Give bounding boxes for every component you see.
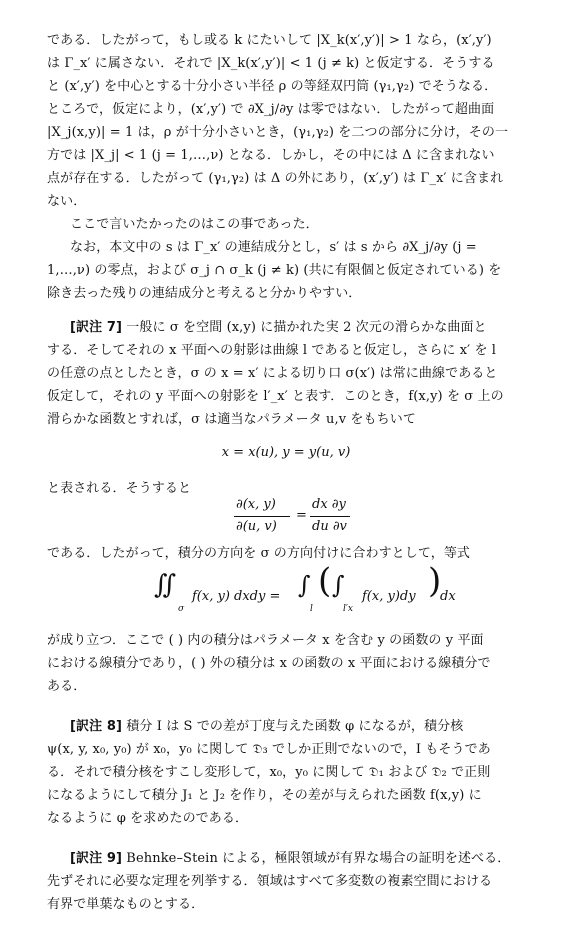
text-line: [70, 716, 560, 738]
jacobian-lhs-denominator: ∂(u, v): [236, 519, 277, 534]
text-line: における線積分であり，( ) 外の積分は x の函数の x 平面における線積分で: [47, 656, 491, 671]
integral-tail: dx: [440, 589, 456, 604]
text-line: が成り立つ．ここで ( ) 内の積分はパラメータ x を含む y の函数の y 平面: [47, 633, 484, 648]
integral-subscript: σ: [178, 604, 185, 614]
text-line: 1,…,ν) の零点，および σ_j ∩ σ_k (j ≠ k) (共に有限個と仮定されている) を: [47, 263, 502, 278]
fraction-bar: [310, 516, 350, 517]
text-line: は Γ_x′ に属さない．それで |X_k(x′,y′)| < 1 (j ≠ k) と仮定する．そうする: [47, 56, 495, 71]
fraction-bar: [234, 516, 290, 517]
text-line: 先ずそれに必要な定理を列挙する．領域はすべて多変数の複素空間における: [47, 874, 493, 889]
note-tag: [訳注 8]: [70, 719, 123, 734]
text-line: 滑らかな函数とすれば，σ は適当なパラメータ u,v をもちいて: [47, 412, 416, 427]
equation-jacobian: [200, 496, 372, 544]
integral-subscript: l′x: [343, 604, 353, 614]
text-line: なるように φ を求めたのである．: [47, 811, 249, 826]
text-line: なお，本文中の s は Γ_x′ の連結成分とし，s′ は s から ∂X_j/∂y (j =: [70, 240, 477, 255]
jacobian-rhs-denominator: du ∂v: [312, 519, 347, 534]
text-line: ある．: [47, 679, 87, 694]
note-tag: [訳注 7]: [70, 320, 123, 335]
integral-sign: ∫: [298, 571, 311, 599]
integral-lhs-body: f(x, y) dxdy =: [192, 589, 281, 604]
text-line: する．そしてそれの x 平面への射影は曲線 l であると仮定し，さらに x′ を l: [47, 343, 497, 358]
text-line: 方では |X_j| < 1 (j = 1,…,ν) となる．しかし，その中には Δ に含まれない: [47, 148, 495, 163]
equals-sign: =: [296, 508, 307, 523]
text-line: |X_j(x,y)| = 1 は，ρ が十分小さいとき，(γ₁,γ₂) を二つの部分に分け，その一: [47, 125, 509, 140]
note-text: 一般に σ を空間 (x,y) に描かれた実 2 次元の滑らかな曲面と: [126, 320, 487, 335]
text-line: 点が存在する．したがって (γ₁,γ₂) は Δ の外にあり，(x′,y′) は Γ_x′ に含まれ: [47, 171, 504, 186]
text-line: [70, 848, 560, 870]
double-integral-sign: ∬: [154, 570, 177, 600]
text-line: 除き去った残りの連結成分と考えると分かりやすい．: [47, 286, 362, 301]
paren-open: (: [318, 561, 332, 601]
note-tag: [訳注 9]: [70, 851, 123, 866]
text-line: である．したがって，もし或る k にたいして |X_k(x′,y′)| > 1 なら，(x′,y′): [47, 33, 492, 48]
text-line: ない．: [47, 194, 87, 209]
text-line: の任意の点としたとき，σ の x = x′ による切り口 σ(x′) は常に曲線であると: [47, 366, 498, 381]
text-line: 仮定して，それの y 平面への射影を l′_x′ と表す．このとき，f(x,y) を σ 上の: [47, 389, 504, 404]
jacobian-lhs-numerator: ∂(x, y): [236, 497, 276, 512]
note-text: Behnke–Stein による，極限領域が有界な場合の証明を述べる．: [126, 851, 511, 866]
inner-integral-sign: ∫: [332, 571, 345, 599]
equation-integral: [140, 561, 456, 629]
note-text: 積分 I は S での差が丁度与えた函数 φ になるが，積分核: [126, 719, 464, 734]
text-line: る．それで積分核をすこし変形して，x₀，y₀ に関して 𝔇₁ および 𝔇₂ で正則: [47, 765, 491, 780]
text-line: と表される．そうすると: [47, 481, 192, 496]
inner-integrand: f(x, y)dy: [362, 589, 416, 604]
text-line: ここで言いたかったのはこの事であった．: [70, 217, 319, 232]
text-line: ところで，仮定により，(x′,y′) で ∂X_j/∂y は零ではない．したがって超曲面: [47, 102, 495, 117]
text-line: ψ(x, y, x₀, y₀) が x₀，y₀ に関して 𝔇₃ でしか正則でないので，I もそうであ: [47, 742, 491, 757]
integral-subscript: l: [310, 604, 313, 614]
text-line: [70, 317, 560, 339]
paren-close: ): [428, 561, 442, 601]
equation-parametrization: x = x(u), y = y(u, v): [221, 445, 351, 460]
text-line: である．したがって，積分の方向を σ の方向付けに合わすとして，等式: [47, 546, 471, 561]
text-line: と (x′,y′) を中心とする十分小さい半径 ρ の等経双円筒 (γ₁,γ₂) でそうなる．: [47, 79, 498, 94]
text-line: になるようにして積分 J₁ と J₂ を作り，その差が与えられた函数 f(x,y) に: [47, 788, 482, 803]
jacobian-rhs-numerator: dx ∂y: [312, 497, 346, 512]
text-line: 有界で単葉なものとする．: [47, 897, 205, 912]
